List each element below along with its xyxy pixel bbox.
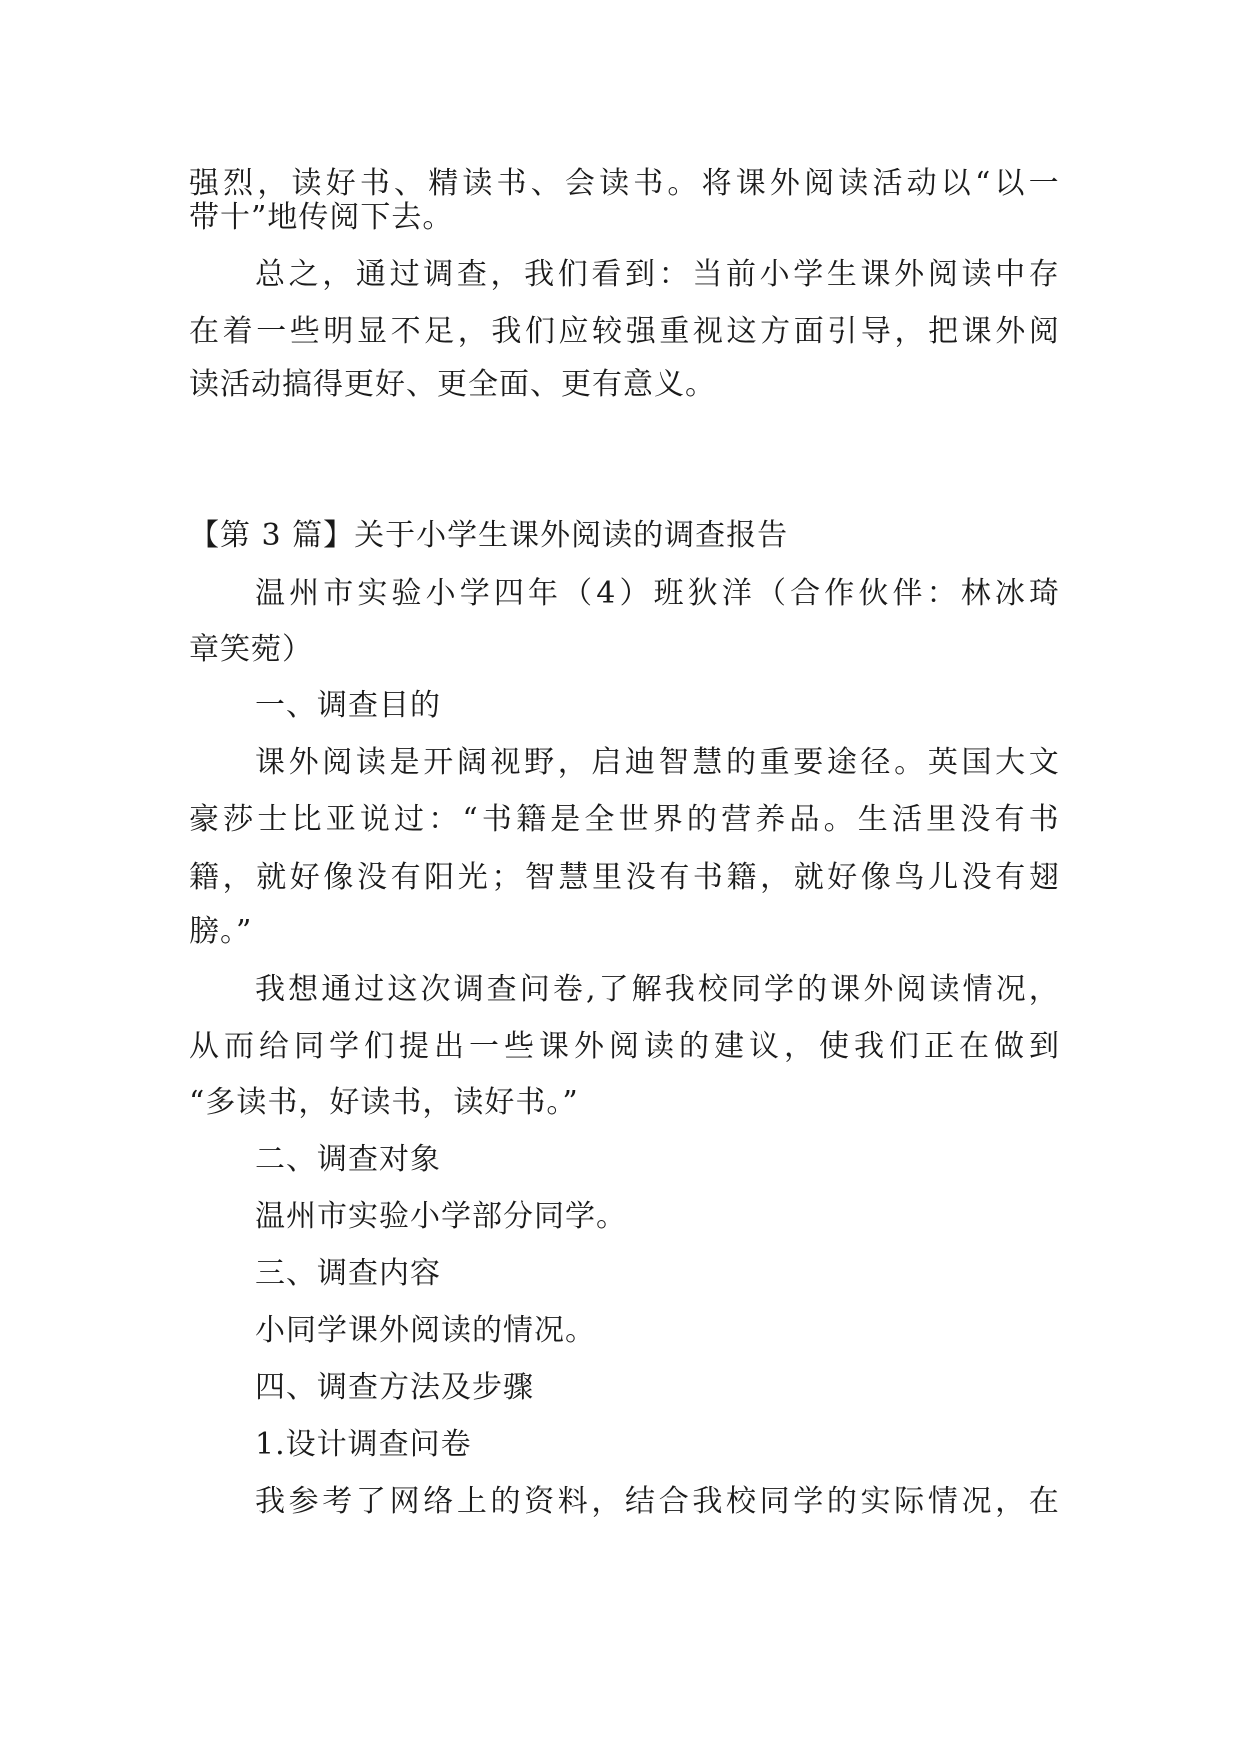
paragraph-line: 在 着 一 些 明 显 不 足 ， 我 们 应 较 强 重 视 这 方 面 引 导 ， 把 课 外 阅 (189, 314, 1059, 349)
paragraph-line: 总 之 ， 通 过 调 查 ， 我 们 看 到 ： 当 前 小 学 生 课 外 阅 读 中 存 (255, 257, 1059, 292)
paragraph-line: 温州市实验小学部分同学。 (255, 1199, 627, 1234)
paragraph-line: 读活动搞得更好、更全面、更有意义。 (189, 367, 716, 402)
paragraph-line: 小同学课外阅读的情况。 (255, 1313, 596, 1348)
author-line: 温 州 市 实 验 小 学 四 年 （ 4 ） 班 狄 洋 （ 合 作 伙 伴 ： 林 冰 琦 (255, 576, 1059, 611)
paragraph-line: 带十”地传阅下去。 (189, 200, 454, 235)
author-line: 章笑菀） (189, 632, 313, 667)
section-heading: 三、调查内容 (255, 1256, 441, 1291)
paragraph-line: 强 烈 ， 读 好 书 、 精 读 书 、 会 读 书 。 将 课 外 阅 读 活 动 以 “ 以 一 (189, 166, 1059, 201)
section-heading: 四、调查方法及步骤 (255, 1370, 534, 1405)
paragraph-line: 我 想 通 过 这 次 调 查 问 卷 , 了 解 我 校 同 学 的 课 外 阅 读 情 况 ， (255, 972, 1059, 1007)
paragraph-line: “多读书，好读书，读好书。” (189, 1085, 579, 1120)
section-heading: 一、调查目的 (255, 688, 441, 723)
paragraph-line: 籍 ， 就 好 像 没 有 阳 光 ； 智 慧 里 没 有 书 籍 ， 就 好 像 鸟 儿 没 有 翅 (189, 860, 1059, 895)
sub-heading: 1.设计调查问卷 (255, 1427, 472, 1462)
paragraph-line: 从 而 给 同 学 们 提 出 一 些 课 外 阅 读 的 建 议 ， 使 我 们 正 在 做 到 (189, 1029, 1059, 1064)
section-heading: 二、调查对象 (255, 1142, 441, 1177)
paragraph-line: 膀。” (189, 914, 253, 949)
section-title: 【第 3 篇】关于小学生课外阅读的调查报告 (189, 518, 789, 553)
paragraph-line: 豪 莎 士 比 亚 说 过 ： “ 书 籍 是 全 世 界 的 营 养 品 。 生 活 里 没 有 书 (189, 802, 1059, 837)
paragraph-line: 课 外 阅 读 是 开 阔 视 野 ， 启 迪 智 慧 的 重 要 途 径 。 英 国 大 文 (255, 745, 1059, 780)
paragraph-line: 我 参 考 了 网 络 上 的 资 料 ， 结 合 我 校 同 学 的 实 际 情 况 ， 在 (255, 1484, 1059, 1519)
